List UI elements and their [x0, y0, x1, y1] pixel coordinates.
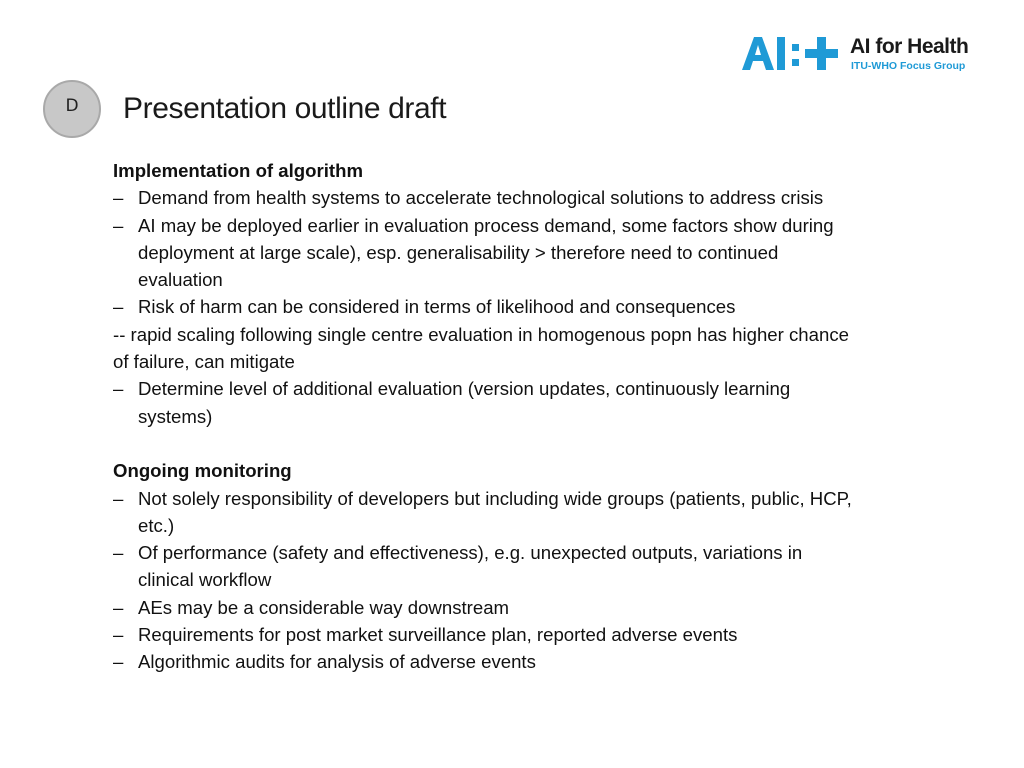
section-ongoing-monitoring [113, 457, 863, 675]
list-item-text: Requirements for post market surveillance plan, reported adverse events [138, 624, 738, 646]
dash-bullet-icon: – [113, 487, 124, 509]
page-title: Presentation outline draft [123, 92, 447, 125]
section-heading: Ongoing monitoring [113, 460, 292, 482]
section-badge-letter: D [65, 96, 79, 116]
list-item [113, 485, 863, 540]
list-item-note: -- rapid scaling following single centre evaluation in homogenous popn has higher chance of failure, can mitigate [113, 323, 849, 373]
dash-bullet-icon: – [113, 651, 124, 673]
section-spacer [113, 430, 863, 457]
dash-bullet-icon: – [113, 596, 124, 618]
section-heading: Implementation of algorithm [113, 160, 363, 181]
outline-content [113, 157, 863, 676]
list-item-text: AI may be deployed earlier in evaluation process demand, some factors show during deployment at large scale), esp. generalisability > therefore need to continued evaluation [138, 214, 834, 291]
logo-name: AI for Health [850, 35, 969, 58]
list-item-text: Demand from health systems to accelerate technological solutions to address crisis [138, 187, 824, 209]
logo-subtitle: ITU-WHO Focus Group [851, 60, 966, 72]
list-item-text: Risk of harm can be considered in terms of likelihood and consequences [138, 296, 736, 318]
list-item [113, 375, 863, 430]
ai-for-health-logo [742, 34, 992, 76]
list-item-text: AEs may be a considerable way downstream [138, 596, 510, 618]
dash-bullet-icon: – [113, 214, 124, 236]
list-item [113, 212, 863, 294]
list-item-text: Not solely responsibility of developers but including wide groups (patients, public, HCP, etc.) [138, 487, 852, 536]
list-item [113, 539, 863, 594]
list-item-text: Of performance (safety and effectiveness), e.g. unexpected outputs, variations in clinical workflow [138, 542, 803, 591]
dash-bullet-icon: – [113, 378, 124, 400]
ai-plus-logo-icon [742, 34, 846, 76]
dash-bullet-icon: – [113, 542, 124, 564]
list-item-text: Determine level of additional evaluation (version updates, continuously learning systems) [138, 378, 791, 427]
list-item [113, 293, 863, 320]
dash-bullet-icon: – [113, 296, 124, 318]
list-item [113, 621, 863, 648]
section-implementation [113, 157, 863, 430]
dash-bullet-icon: – [113, 187, 124, 209]
list-item [113, 594, 863, 621]
dash-bullet-icon: – [113, 624, 124, 646]
list-item-text: Algorithmic audits for analysis of adverse events [138, 651, 536, 673]
list-item [113, 184, 863, 211]
section-badge [43, 80, 101, 138]
list-item [113, 648, 863, 675]
